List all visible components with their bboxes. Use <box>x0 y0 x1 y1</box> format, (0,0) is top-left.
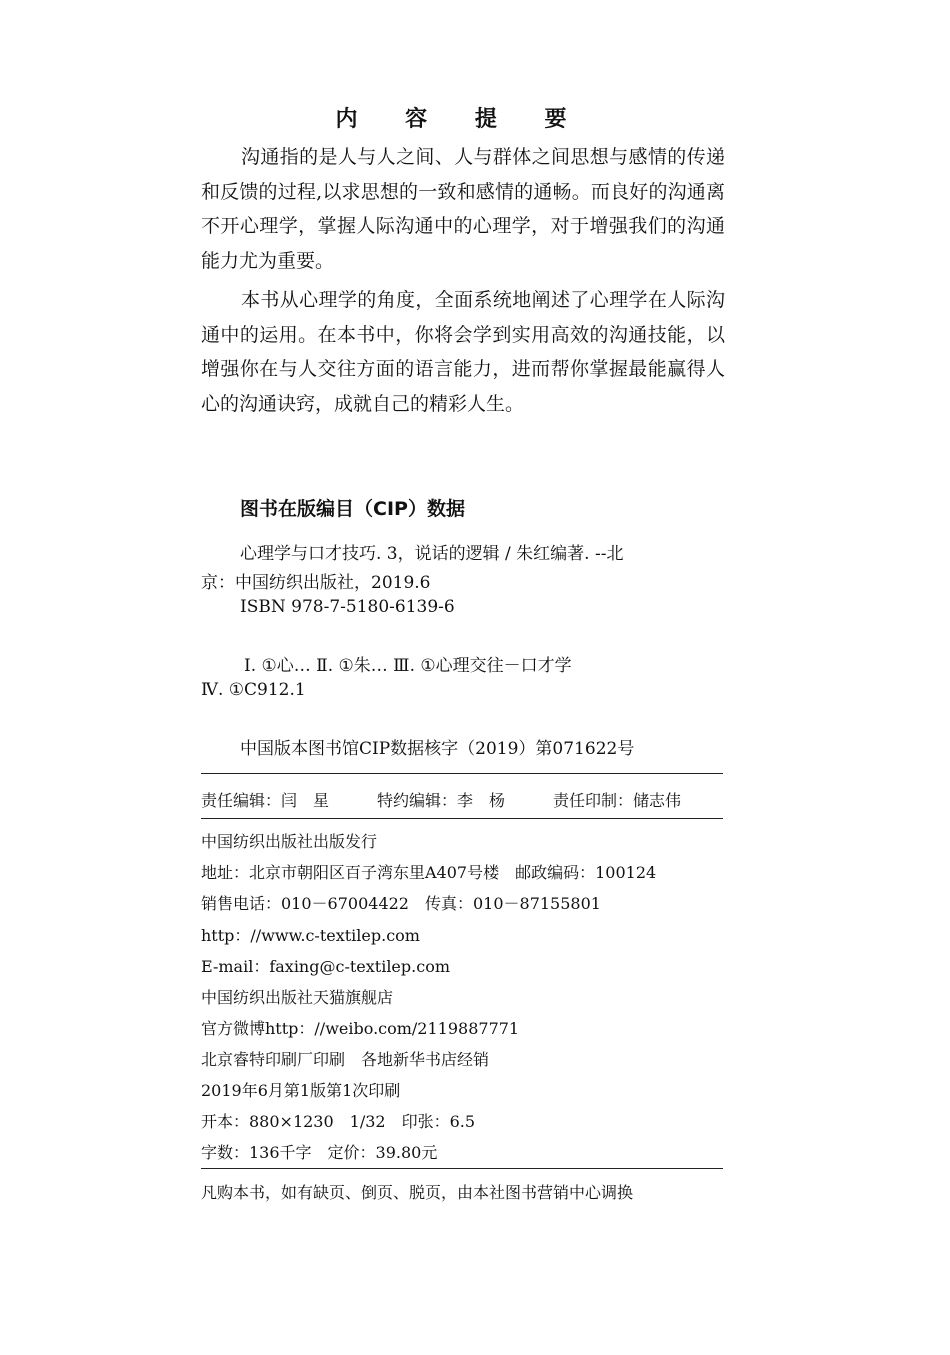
abstract-title: 内 容 提 要 <box>335 107 587 132</box>
cip-entry-line-1: 心理学与口才技巧. 3，说话的逻辑 / 朱红编著. --北 <box>240 544 624 564</box>
format-line: 开本：880×1230 1/32 印张：6.5 <box>201 1112 476 1131</box>
editors-line: 责任编辑：闫 星 特约编辑：李 杨 责任印制：储志伟 <box>201 791 682 810</box>
cip-classification-line-1: Ⅰ. ①心… Ⅱ. ①朱… Ⅲ. ①心理交往－口才学 <box>244 656 572 676</box>
cip-record-number: 中国版本图书馆CIP数据核字（2019）第071622号 <box>240 739 635 759</box>
price-line: 字数：136千字 定价：39.80元 <box>201 1143 438 1162</box>
tmall-store-line: 中国纺织出版社天猫旗舰店 <box>201 988 394 1007</box>
divider-middle <box>201 818 723 819</box>
edition-line: 2019年6月第1版第1次印刷 <box>201 1081 401 1100</box>
weibo-line: 官方微博http：//weibo.com/2119887771 <box>201 1019 520 1038</box>
abstract-paragraph-1: 沟通指的是人与人之间、人与群体之间思想与感情的传递和反馈的过程,以求思想的一致和感情的通畅。而良好的沟通离不开心理学，掌握人际沟通中的心理学，对于增强我们的沟通能力尤为重要。 <box>201 146 725 272</box>
publisher-line: 中国纺织出版社出版发行 <box>201 832 378 851</box>
cip-entry-line-2: 京：中国纺织出版社，2019.6 <box>201 573 431 593</box>
email-line: E-mail：faxing@c-textilep.com <box>201 957 450 976</box>
phone-line: 销售电话：010－67004422 传真：010－87155801 <box>201 894 601 913</box>
address-line: 地址：北京市朝阳区百子湾东里A407号楼 邮政编码：100124 <box>201 863 657 882</box>
abstract-paragraph-2: 本书从心理学的角度，全面系统地阐述了心理学在人际沟通中的运用。在本书中，你将会学到实用高效的沟通技能，以增强你在与人交往方面的语言能力，进而帮你掌握最能赢得人心的沟通诀窍，成就自己的精彩人生。 <box>201 289 725 415</box>
cip-title: 图书在版编目（CIP）数据 <box>240 498 465 520</box>
printer-line: 北京睿特印刷厂印刷 各地新华书店经销 <box>201 1050 490 1069</box>
cip-classification-line-2: Ⅳ. ①C912.1 <box>201 680 306 700</box>
website-line: http：//www.c-textilep.com <box>201 926 420 945</box>
divider-bottom <box>201 1168 723 1169</box>
return-notice: 凡购本书，如有缺页、倒页、脱页，由本社图书营销中心调换 <box>201 1183 634 1202</box>
divider-top <box>201 773 723 774</box>
cip-isbn: ISBN 978-7-5180-6139-6 <box>240 597 455 617</box>
